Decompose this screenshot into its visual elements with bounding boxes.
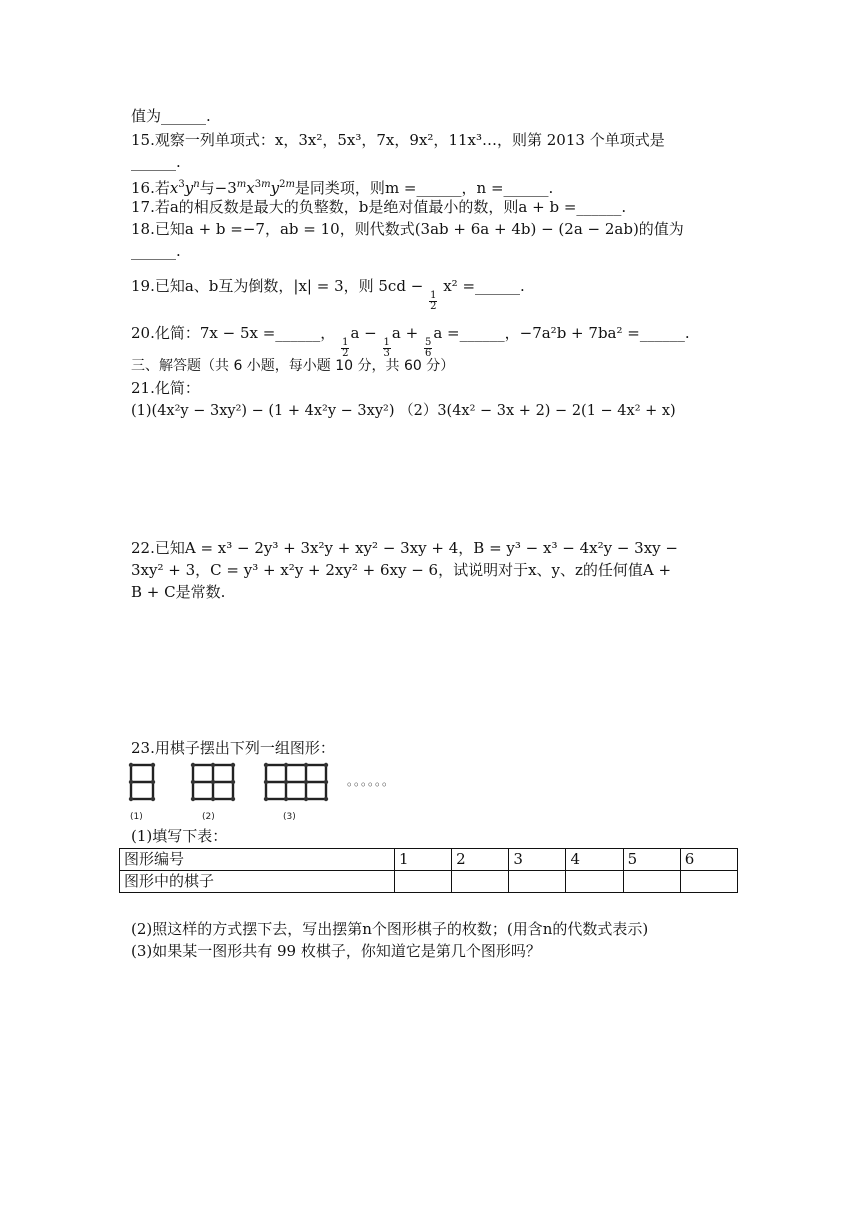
figure-label-2: (2) bbox=[202, 812, 215, 822]
table-cell-empty[interactable] bbox=[623, 871, 680, 893]
answer-table bbox=[119, 848, 738, 893]
q19-text: 19.已知a、b互为倒数，|x| = 3，则 5cd − bbox=[131, 277, 424, 295]
table-cell-num: 1 bbox=[395, 849, 452, 871]
q15-terms bbox=[275, 131, 497, 149]
q15-line2: ______. bbox=[131, 153, 181, 171]
q17: 17.若a的相反数是最大的负整数，b是绝对值最小的数，则a + b =______. bbox=[131, 198, 627, 216]
table-cell-empty[interactable] bbox=[509, 871, 566, 893]
q18-line1: 18.已知a + b =−7，ab = 10，则代数式(3ab + 6a + 4b) − (2a − 2ab)的值为 bbox=[131, 220, 684, 238]
q23-part1: (1)填写下表： bbox=[131, 827, 228, 845]
table-cell-empty[interactable] bbox=[452, 871, 509, 893]
q15-term: x， bbox=[274, 131, 299, 149]
table-head-label: 图形编号 bbox=[120, 849, 395, 871]
table-cell-num: 4 bbox=[566, 849, 623, 871]
q15-term: 5x³， bbox=[337, 131, 377, 149]
q21-expressions: (1)(4x²y − 3xy²) − (1 + 4x²y − 3xy²) （2）3(4x² − 3x + 2) − 2(1 − 4x² + x) bbox=[131, 403, 676, 419]
q15-term: 7x， bbox=[376, 131, 410, 149]
q20-part1: 20.化简：7x − 5x =______， bbox=[131, 324, 336, 342]
q19 bbox=[131, 276, 731, 312]
table-row-label: 图形中的棋子 bbox=[120, 871, 395, 893]
continuation-dots: 。。。。。。 bbox=[347, 774, 396, 788]
q15-suffix: ，则第 2013 个单项式是 bbox=[497, 131, 665, 149]
figure-2 bbox=[191, 763, 235, 801]
q16-text-c: 是同类项，则 bbox=[294, 179, 385, 197]
table-cell-num: 3 bbox=[509, 849, 566, 871]
q16-m-answer: m =______ bbox=[384, 179, 462, 197]
q15-term: 3x²， bbox=[298, 131, 338, 149]
q19-tail: x² =______. bbox=[443, 277, 525, 295]
chess-piece-figures bbox=[126, 760, 336, 804]
q20-part2: a =______，−7a²b + 7ba² =______. bbox=[433, 324, 690, 342]
q15-term: 9x²， bbox=[409, 131, 449, 149]
q18-line2: ______. bbox=[131, 242, 181, 260]
q19-fraction: $\frac{1}{2}$ bbox=[430, 290, 437, 312]
section-3-heading: 三、解答题（共 6 小题，每小题 10 分，共 60 分） bbox=[131, 358, 455, 374]
q20-fraction-2: $\frac{1}{3}$ bbox=[383, 337, 390, 359]
figure-label-3: (3) bbox=[283, 812, 296, 822]
q20-fraction-3: $\frac{5}{6}$ bbox=[424, 337, 432, 359]
q22-line2: 3xy² + 3，C = y³ + x²y + 2xy² + 6xy − 6，试说明对于x、y、z的任何值A + bbox=[131, 561, 672, 579]
q16-text-b: 与− bbox=[199, 179, 228, 197]
figure-3 bbox=[264, 763, 328, 801]
table-cell-empty[interactable] bbox=[680, 871, 737, 893]
q20-fraction-1: $\frac{1}{2}$ bbox=[342, 337, 349, 359]
table-cell-num: 2 bbox=[452, 849, 509, 871]
figure-label-1: (1) bbox=[130, 812, 143, 822]
q23-part2: (2)照这样的方式摆下去，写出摆第n个图形棋子的枚数；(用含n的代数式表示) bbox=[131, 920, 649, 938]
q23-title: 23.用棋子摆出下列一组图形： bbox=[131, 739, 335, 757]
figure-1 bbox=[129, 763, 155, 801]
table-cell-empty[interactable] bbox=[395, 871, 452, 893]
q16: 16.若$x^3y^n$与$-3^mx^{3m}y^{2m}$是同类项，则m =______，n =______. bbox=[131, 179, 554, 197]
q15-prefix: 15.观察一列单项式： bbox=[131, 131, 275, 149]
table-cell-num: 6 bbox=[680, 849, 737, 871]
q20: 20.化简：7x − 5x =______， $\frac{1}{2}$ a − $\frac{1}{3}$ a + $\frac{5}{6}$ a =______，−7a²b + 7ba² =______. bbox=[131, 324, 690, 359]
q15-term: 11x³… bbox=[448, 131, 497, 149]
table-cell-empty[interactable] bbox=[566, 871, 623, 893]
table-row bbox=[120, 849, 738, 871]
q22-line1: 22.已知A = x³ − 2y³ + 3x²y + xy² − 3xy + 4，B = y³ − x³ − 4x²y − 3xy − bbox=[131, 539, 678, 557]
q22-line3: B + C是常数. bbox=[131, 583, 226, 601]
table-cell-num: 5 bbox=[623, 849, 680, 871]
q14-tail: 值为______. bbox=[131, 107, 211, 125]
q23-part3: (3)如果某一图形共有 99 枚棋子，你知道它是第几个图形吗？ bbox=[131, 942, 541, 960]
q16-text-a: 16.若 bbox=[131, 179, 170, 197]
q21-title: 21.化简： bbox=[131, 379, 200, 397]
q16-n-answer: n =______. bbox=[476, 179, 554, 197]
table-row bbox=[120, 871, 738, 893]
q15-line1 bbox=[131, 130, 731, 150]
